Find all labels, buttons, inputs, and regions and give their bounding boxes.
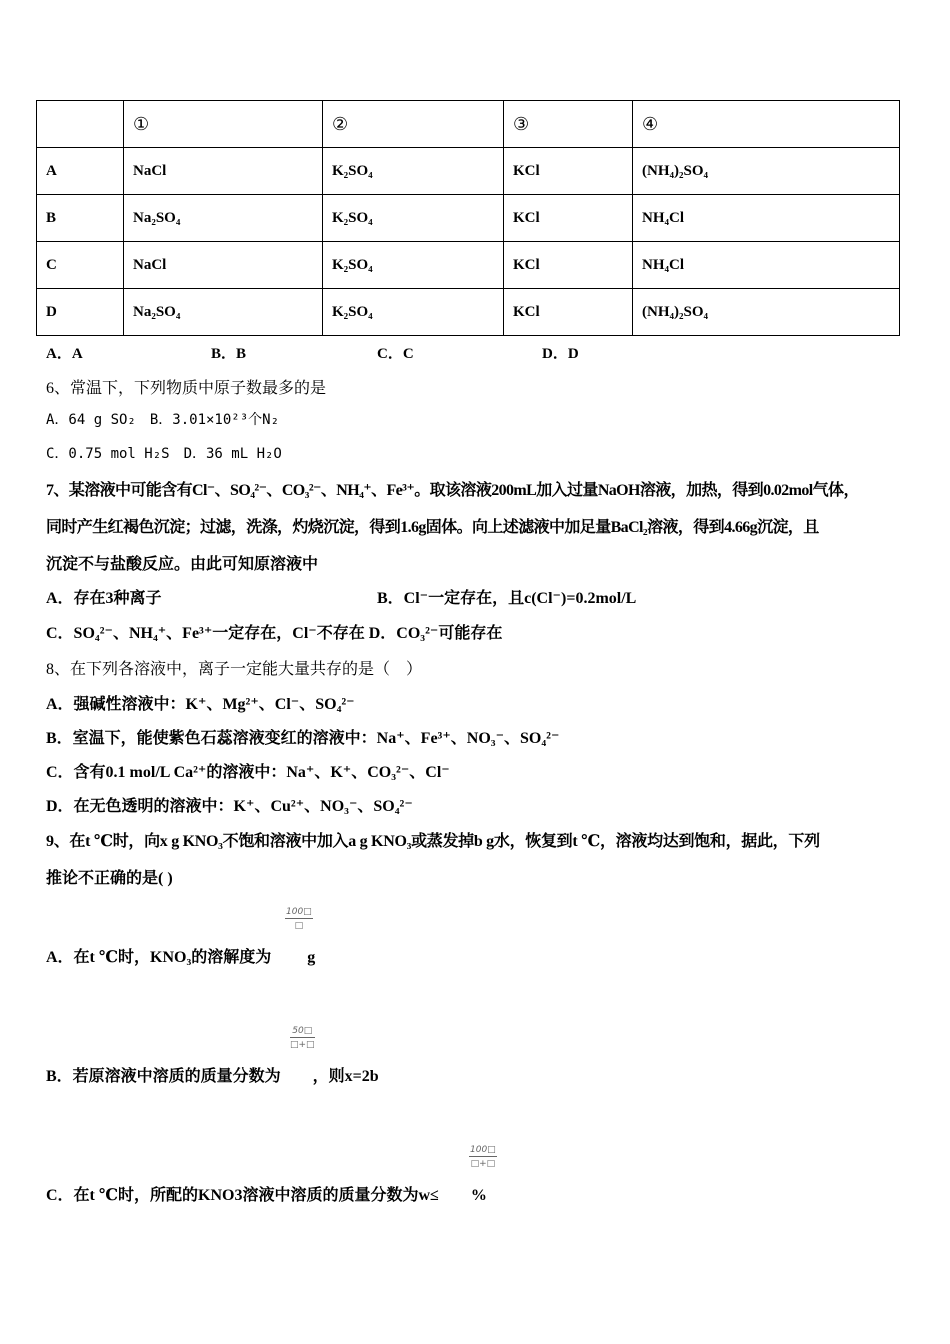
table-header-cell: ② <box>323 101 504 148</box>
q6-options-ab: A．64 g SO₂ B．3.01×10²³个N₂ <box>46 412 280 428</box>
q5-option-b: B．B <box>211 346 247 362</box>
q9-option-a: A．在t ℃时，KNO₃的溶解度为 g <box>46 949 316 966</box>
q5-option-a: A．A <box>46 346 83 362</box>
q7-options-cd: C．SO₄²⁻、NH₄⁺、Fe³⁺一定存在，Cl⁻不存在 D．CO₃²⁻可能存在 <box>46 625 503 642</box>
table-row <box>37 289 900 336</box>
table-row <box>37 148 900 195</box>
table-header-cell: ④ <box>633 101 900 148</box>
fraction-denominator: □ <box>294 921 304 931</box>
q9-stem-line2: 推论不正确的是( ) <box>46 870 173 887</box>
q9-option-c: C．在t ℃时，所配的KNO3溶液中溶质的质量分数为w≤ % <box>46 1187 487 1204</box>
q6-stem: 6、常温下，下列物质中原子数最多的是 <box>46 380 327 397</box>
table-cell: NH₄Cl <box>633 242 900 289</box>
table-cell: NaCl <box>124 242 323 289</box>
table-cell: KCl <box>504 242 633 289</box>
answer-table <box>36 100 900 336</box>
q7-option-b: B．Cl⁻一定存在，且c(Cl⁻)=0.2mol/L <box>377 590 637 607</box>
q9-fraction-b <box>290 1026 315 1050</box>
table-cell: KCl <box>504 195 633 242</box>
table-cell: KCl <box>504 148 633 195</box>
q5-option-d: D．D <box>542 346 579 362</box>
q8-stem: 8、在下列各溶液中，离子一定能大量共存的是（ ） <box>46 661 423 678</box>
table-header-row <box>37 101 900 148</box>
table-cell: D <box>37 289 124 336</box>
table-header-cell: ③ <box>504 101 633 148</box>
q7-stem-line1: 7、某溶液中可能含有Cl⁻、SO₄²⁻、CO₃²⁻、NH₄⁺、Fe³⁺。取该溶液200mL加入过量NaOH溶液，加热，得到0.02mol气体， <box>46 482 859 499</box>
table-cell: C <box>37 242 124 289</box>
q9-option-b: B．若原溶液中溶质的质量分数为 ，则x=2b <box>46 1068 379 1085</box>
table-cell: K₂SO₄ <box>323 242 504 289</box>
table-row <box>37 242 900 289</box>
table-row <box>37 195 900 242</box>
table-cell: Na₂SO₄ <box>124 195 323 242</box>
table-cell: A <box>37 148 124 195</box>
table-header-cell: ① <box>124 101 323 148</box>
table-cell: NaCl <box>124 148 323 195</box>
table-cell: (NH₄)₂SO₄ <box>633 289 900 336</box>
table-cell: KCl <box>504 289 633 336</box>
fraction-denominator: □+□ <box>470 1159 496 1169</box>
q7-stem-line2: 同时产生红褐色沉淀；过滤，洗涤，灼烧沉淀，得到1.6g固体。向上述滤液中加足量BaCl₂溶液，得到4.66g沉淀，且 <box>46 519 819 536</box>
table-cell: K₂SO₄ <box>323 289 504 336</box>
fraction-numerator: 100□ <box>470 1145 496 1155</box>
q7-option-a: A．存在3种离子 <box>46 590 162 607</box>
q8-option-a: A．强碱性溶液中：K⁺、Mg²⁺、Cl⁻、SO₄²⁻ <box>46 696 355 713</box>
table-cell: Na₂SO₄ <box>124 289 323 336</box>
table-cell: K₂SO₄ <box>323 148 504 195</box>
table-cell: NH₄Cl <box>633 195 900 242</box>
fraction-numerator: 100□ <box>286 907 312 917</box>
q9-stem-line1: 9、在t ℃时，向x g KNO₃不饱和溶液中加入a g KNO₃或蒸发掉b g水，恢复到t ℃，溶液均达到饱和，据此，下列 <box>46 833 820 850</box>
q9-fraction-a <box>285 907 313 931</box>
q8-option-b: B．室温下，能使紫色石蕊溶液变红的溶液中：Na⁺、Fe³⁺、NO₃⁻、SO₄²⁻ <box>46 730 560 747</box>
q7-stem-line3: 沉淀不与盐酸反应。由此可知原溶液中 <box>46 556 319 573</box>
table-cell: K₂SO₄ <box>323 195 504 242</box>
fraction-numerator: 50□ <box>290 1026 315 1038</box>
q9-fraction-c <box>469 1145 497 1169</box>
table-header-cell <box>37 101 124 148</box>
fraction-denominator: □+□ <box>290 1040 315 1050</box>
table-cell: (NH₄)₂SO₄ <box>633 148 900 195</box>
q6-options-cd: C．0.75 mol H₂S D．36 mL H₂O <box>46 446 282 462</box>
q8-option-c: C．含有0.1 mol/L Ca²⁺的溶液中：Na⁺、K⁺、CO₃²⁻、Cl⁻ <box>46 764 450 781</box>
table-cell: B <box>37 195 124 242</box>
q5-option-c: C．C <box>377 346 414 362</box>
q8-option-d: D．在无色透明的溶液中：K⁺、Cu²⁺、NO₃⁻、SO₄²⁻ <box>46 798 413 815</box>
